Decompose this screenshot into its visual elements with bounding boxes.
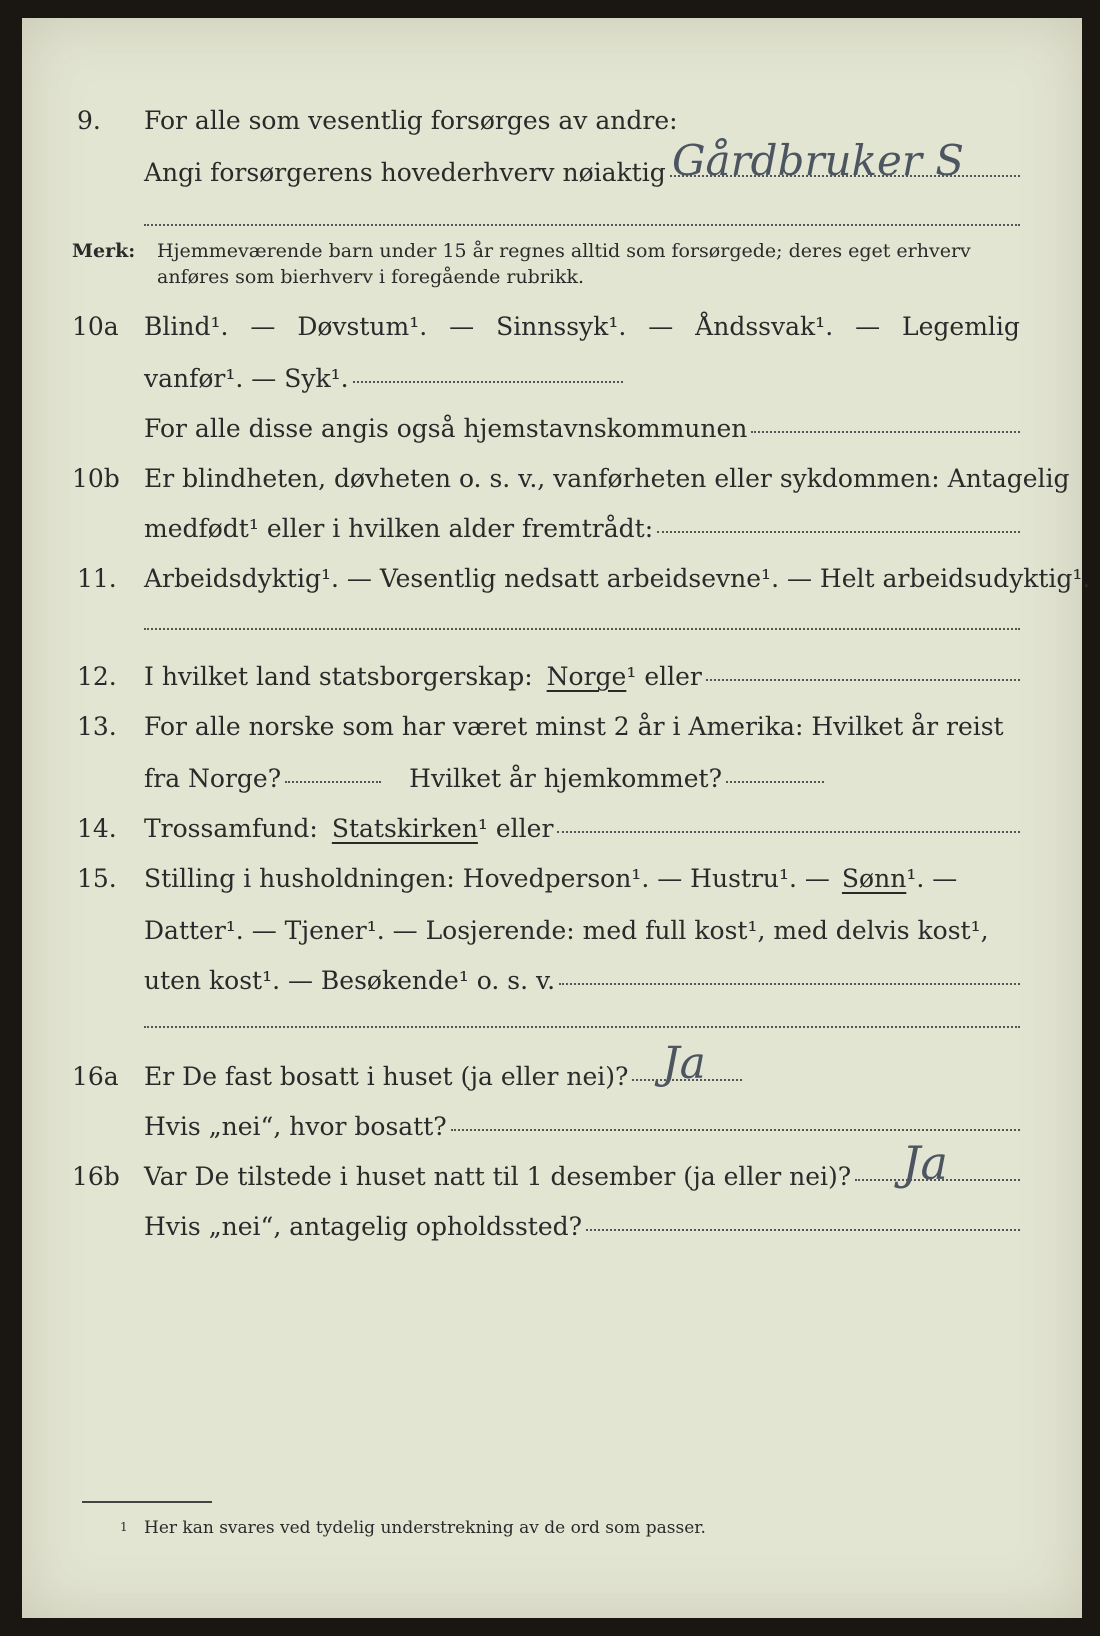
q10a-sinnssyk: Sinnssyk¹.	[496, 312, 627, 341]
q14-answer-field[interactable]	[557, 831, 1020, 833]
q14-row	[22, 814, 1082, 854]
q9-question: For alle som vesentlig forsørges av andre:	[144, 106, 678, 135]
q15-line1b: ¹. —	[906, 864, 958, 893]
q11-blank-line[interactable]	[144, 628, 1020, 630]
q11-line1: Arbeidsdyktig¹. — Vesentlig nedsatt arbeidsevne¹. — Helt arbeidsudyktig¹.	[144, 564, 1091, 593]
q10b-answer-field[interactable]	[657, 531, 1020, 533]
q10b-number: 10b	[72, 464, 120, 493]
q10a-hjemstavn-field[interactable]	[751, 431, 1020, 433]
q10a-syk-field[interactable]	[353, 381, 623, 383]
q16b-line1: Var De tilstede i huset natt til 1 desember (ja eller nei)?	[144, 1162, 852, 1191]
q16b-opholdssted-field[interactable]	[586, 1229, 1020, 1231]
q16a-number: 16a	[72, 1062, 119, 1091]
q10b-line2: medfødt¹ eller i hvilken alder fremtrådt:	[144, 514, 654, 543]
q12-pre: I hvilket land statsborgerskap:	[144, 662, 533, 691]
q10a-row1	[22, 312, 1082, 352]
q12-norge-underlined: Norge	[546, 662, 627, 691]
q16b-line2: Hvis „nei“, antagelig opholdssted?	[144, 1212, 583, 1241]
q11-number: 11.	[77, 564, 117, 593]
q10b-row1	[22, 464, 1082, 504]
footnote-rule	[82, 1501, 212, 1503]
q13-number: 13.	[77, 712, 117, 741]
q12-post: ¹ eller	[626, 662, 702, 691]
q14-pre: Trossamfund:	[144, 814, 318, 843]
q14-statskirken-underlined: Statskirken	[331, 814, 478, 843]
q10b-line1: Er blindheten, døvheten o. s. v., vanførheten eller sykdommen: Antagelig	[144, 464, 1070, 493]
q16b-row2	[22, 1212, 1082, 1252]
q14-number: 14.	[77, 814, 117, 843]
q10a-row2	[22, 364, 1082, 404]
q16a-bosatt-field[interactable]	[451, 1129, 1020, 1131]
q12-answer-field[interactable]	[706, 679, 1020, 681]
q15-line3: uten kost¹. — Besøkende¹ o. s. v.	[144, 966, 556, 995]
q10a-andssvak: Åndssvak¹.	[695, 312, 834, 341]
q13-row2	[22, 764, 1082, 804]
q13-line1: For alle norske som har været minst 2 år i Amerika: Hvilket år reist	[144, 712, 1004, 741]
q10a-blind: Blind¹.	[144, 312, 229, 341]
merk-label: Merk:	[72, 240, 136, 262]
q16a-handwritten-answer: Ja	[662, 1038, 706, 1089]
q15-row3	[22, 966, 1082, 1006]
census-form-page	[22, 18, 1091, 1618]
q15-number: 15.	[77, 864, 117, 893]
q9-question-line2: Angi forsørgerens hovederhverv nøiaktig	[144, 158, 666, 187]
q14-post: ¹ eller	[477, 814, 554, 843]
q12-row	[22, 662, 1082, 702]
merk-text-line1: Hjemmeværende barn under 15 år regnes alltid som forsørgede; deres eget erhverv	[157, 240, 971, 262]
q10a-dash4: —	[855, 312, 881, 341]
q15-line2: Datter¹. — Tjener¹. — Losjerende: med full kost¹, med delvis kost¹,	[144, 916, 989, 945]
q10a-dash3: —	[648, 312, 674, 341]
q16a-row1	[22, 1062, 1082, 1102]
q13-reist-field[interactable]	[285, 781, 381, 783]
q10b-row2	[22, 514, 1082, 554]
q9-blank-line[interactable]	[144, 224, 1020, 226]
q13-line2b: Hvilket år hjemkommet?	[409, 764, 723, 793]
q9-number: 9.	[77, 106, 101, 135]
footnote-mark: 1	[120, 1520, 128, 1534]
q15-row1	[22, 864, 1082, 904]
q10a-line2: vanfør¹. — Syk¹.	[144, 364, 349, 393]
q16a-line1: Er De fast bosatt i huset (ja eller nei)?	[144, 1062, 629, 1091]
q11-row1	[22, 564, 1091, 604]
q10a-number: 10a	[72, 312, 119, 341]
q10a-row3	[22, 414, 1082, 454]
q13-line2a: fra Norge?	[144, 764, 282, 793]
footnote-row	[22, 1518, 1082, 1546]
q10a-line3: For alle disse angis også hjemstavnskommunen	[144, 414, 748, 443]
q13-hjemkommet-field[interactable]	[726, 781, 824, 783]
q9-handwritten-answer: Gårdbruker S	[672, 136, 965, 185]
merk-row2	[22, 266, 1082, 306]
q15-blank-line[interactable]	[144, 1026, 1020, 1028]
q15-sonn-underlined: Sønn	[841, 864, 907, 893]
q13-row1	[22, 712, 1082, 752]
q10a-dash1: —	[250, 312, 276, 341]
q15-answer-field[interactable]	[559, 983, 1020, 985]
q16a-line2: Hvis „nei“, hvor bosatt?	[144, 1112, 447, 1141]
q15-line1a: Stilling i husholdningen: Hovedperson¹. — Hustru¹. —	[144, 864, 830, 893]
q10a-dash2: —	[449, 312, 475, 341]
q10a-dovstum: Døvstum¹.	[297, 312, 428, 341]
q16b-handwritten-answer: Ja	[902, 1136, 948, 1190]
q10a-legemlig: Legemlig	[902, 312, 1020, 341]
merk-text-line2: anføres som bierhverv i foregående rubrikk.	[157, 266, 585, 288]
footnote-text: Her kan svares ved tydelig understrekning av de ord som passer.	[144, 1518, 706, 1538]
q12-number: 12.	[77, 662, 117, 691]
q15-row2	[22, 916, 1082, 956]
q16b-number: 16b	[72, 1162, 120, 1191]
